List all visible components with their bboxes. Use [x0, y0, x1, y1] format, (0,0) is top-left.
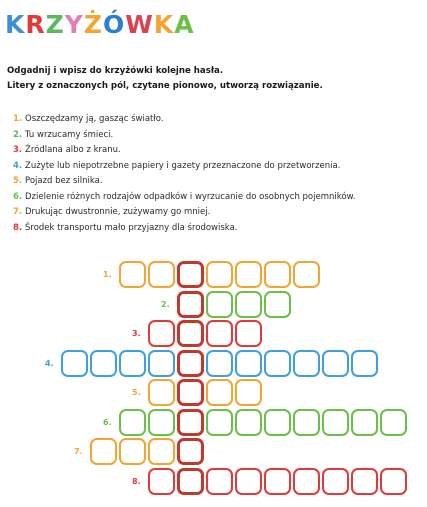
- crossword-cell[interactable]: [351, 350, 378, 377]
- title-letter: W: [125, 10, 154, 39]
- crossword-cell[interactable]: [206, 409, 233, 436]
- crossword-cell[interactable]: [235, 320, 262, 347]
- clue-text: Pojazd bez silnika.: [25, 176, 103, 186]
- crossword-cell[interactable]: [322, 468, 349, 495]
- title-letter: K: [153, 10, 175, 39]
- crossword-cell[interactable]: [322, 350, 349, 377]
- crossword-cell[interactable]: [264, 468, 291, 495]
- crossword-cell[interactable]: [90, 350, 117, 377]
- clue-text: Dzielenie różnych rodzajów odpadków i wyrzucanie do osobnych pojemników.: [25, 191, 356, 202]
- crossword-cell[interactable]: [206, 379, 233, 406]
- clue-text: Środek transportu mało przyjazny dla środowiska.: [25, 222, 238, 233]
- clue-number: 3.: [13, 145, 23, 155]
- clue-item: [13, 112, 418, 128]
- title-letter: K: [5, 10, 26, 39]
- crossword-cell[interactable]: [235, 379, 262, 406]
- title-letter: Y: [64, 10, 84, 39]
- clue-item: [13, 143, 418, 159]
- crossword-cell[interactable]: [119, 350, 146, 377]
- crossword-key-cell[interactable]: [177, 350, 204, 377]
- crossword-cell[interactable]: [206, 261, 233, 288]
- crossword-cell[interactable]: [293, 350, 320, 377]
- clue-number: 6.: [13, 191, 23, 202]
- clue-item: [13, 205, 418, 221]
- crossword-cell[interactable]: [148, 350, 175, 377]
- crossword-key-cell[interactable]: [177, 320, 204, 347]
- crossword-cell[interactable]: [235, 261, 262, 288]
- crossword-key-cell[interactable]: [177, 409, 204, 436]
- crossword-cell[interactable]: [380, 409, 407, 436]
- crossword-cell[interactable]: [206, 291, 233, 318]
- crossword-cell[interactable]: [235, 409, 262, 436]
- clue-list: [13, 112, 418, 236]
- crossword-cell[interactable]: [293, 468, 320, 495]
- page-title: [5, 10, 195, 40]
- clue-number: 4.: [13, 160, 23, 171]
- clue-text: Oszczędzamy ją, gasząc światło.: [25, 114, 164, 124]
- crossword-cell[interactable]: [119, 438, 146, 465]
- crossword-cell[interactable]: [264, 409, 291, 436]
- clue-number: 1.: [13, 114, 23, 124]
- crossword-cell[interactable]: [351, 468, 378, 495]
- crossword-cell[interactable]: [235, 350, 262, 377]
- crossword-row-number: 7.: [74, 447, 83, 456]
- crossword-cell[interactable]: [119, 409, 146, 436]
- title-letter: Ż: [83, 10, 104, 39]
- crossword-cell[interactable]: [322, 409, 349, 436]
- crossword-cell[interactable]: [293, 409, 320, 436]
- crossword-cell[interactable]: [235, 468, 262, 495]
- clue-text: Zużyte lub niepotrzebne papiery i gazety przeznaczone do przetworzenia.: [25, 160, 341, 171]
- crossword-cell[interactable]: [148, 261, 175, 288]
- crossword-key-cell[interactable]: [177, 468, 204, 495]
- crossword-cell[interactable]: [351, 409, 378, 436]
- crossword-cell[interactable]: [148, 468, 175, 495]
- crossword-cell[interactable]: [264, 291, 291, 318]
- crossword-cell[interactable]: [293, 261, 320, 288]
- clue-item: [13, 128, 418, 144]
- clue-text: Tu wrzucamy śmieci.: [25, 129, 114, 140]
- crossword-cell[interactable]: [206, 350, 233, 377]
- crossword-key-cell[interactable]: [177, 379, 204, 406]
- crossword-cell[interactable]: [206, 468, 233, 495]
- crossword-cell[interactable]: [148, 409, 175, 436]
- crossword-key-cell[interactable]: [177, 438, 204, 465]
- title-letter: Ó: [103, 10, 126, 39]
- crossword-key-cell[interactable]: [177, 261, 204, 288]
- clue-number: 7.: [13, 207, 23, 217]
- crossword-cell[interactable]: [61, 350, 88, 377]
- instructions: [7, 64, 417, 94]
- crossword-cell[interactable]: [148, 438, 175, 465]
- crossword-row-number: 1.: [103, 270, 112, 279]
- crossword-cell[interactable]: [380, 468, 407, 495]
- crossword-row-number: 3.: [132, 329, 141, 338]
- clue-number: 2.: [13, 129, 23, 140]
- crossword-cell[interactable]: [235, 291, 262, 318]
- clue-number: 5.: [13, 176, 23, 186]
- clue-item: [13, 221, 418, 237]
- crossword-cell[interactable]: [148, 320, 175, 347]
- clue-item: [13, 174, 418, 190]
- crossword-key-cell[interactable]: [177, 291, 204, 318]
- crossword-cell[interactable]: [119, 261, 146, 288]
- crossword-row-number: 8.: [132, 476, 141, 486]
- title-letter: R: [25, 10, 46, 39]
- crossword-row-number: 6.: [103, 417, 112, 427]
- clue-text: Drukując dwustronnie, zużywamy go mniej.: [25, 207, 211, 217]
- crossword-cell[interactable]: [148, 379, 175, 406]
- instructions-line-1: Odgadnij i wpisz do krzyżówki kolejne hasła.: [7, 66, 224, 76]
- crossword-cell[interactable]: [206, 320, 233, 347]
- crossword-cell[interactable]: [90, 438, 117, 465]
- crossword-row-number: 2.: [161, 299, 170, 309]
- title-letter: A: [174, 10, 195, 39]
- clue-number: 8.: [13, 222, 23, 233]
- crossword-row-number: 4.: [45, 358, 54, 368]
- crossword-row-number: 5.: [132, 388, 141, 397]
- clue-item: [13, 190, 418, 206]
- crossword-cell[interactable]: [264, 261, 291, 288]
- crossword-cell[interactable]: [264, 350, 291, 377]
- clue-item: [13, 159, 418, 175]
- instructions-line-2: Litery z oznaczonych pól, czytane pionowo, utworzą rozwiązanie.: [7, 81, 323, 91]
- title-letter: Z: [45, 10, 65, 39]
- clue-text: Źródlana albo z kranu.: [25, 145, 121, 155]
